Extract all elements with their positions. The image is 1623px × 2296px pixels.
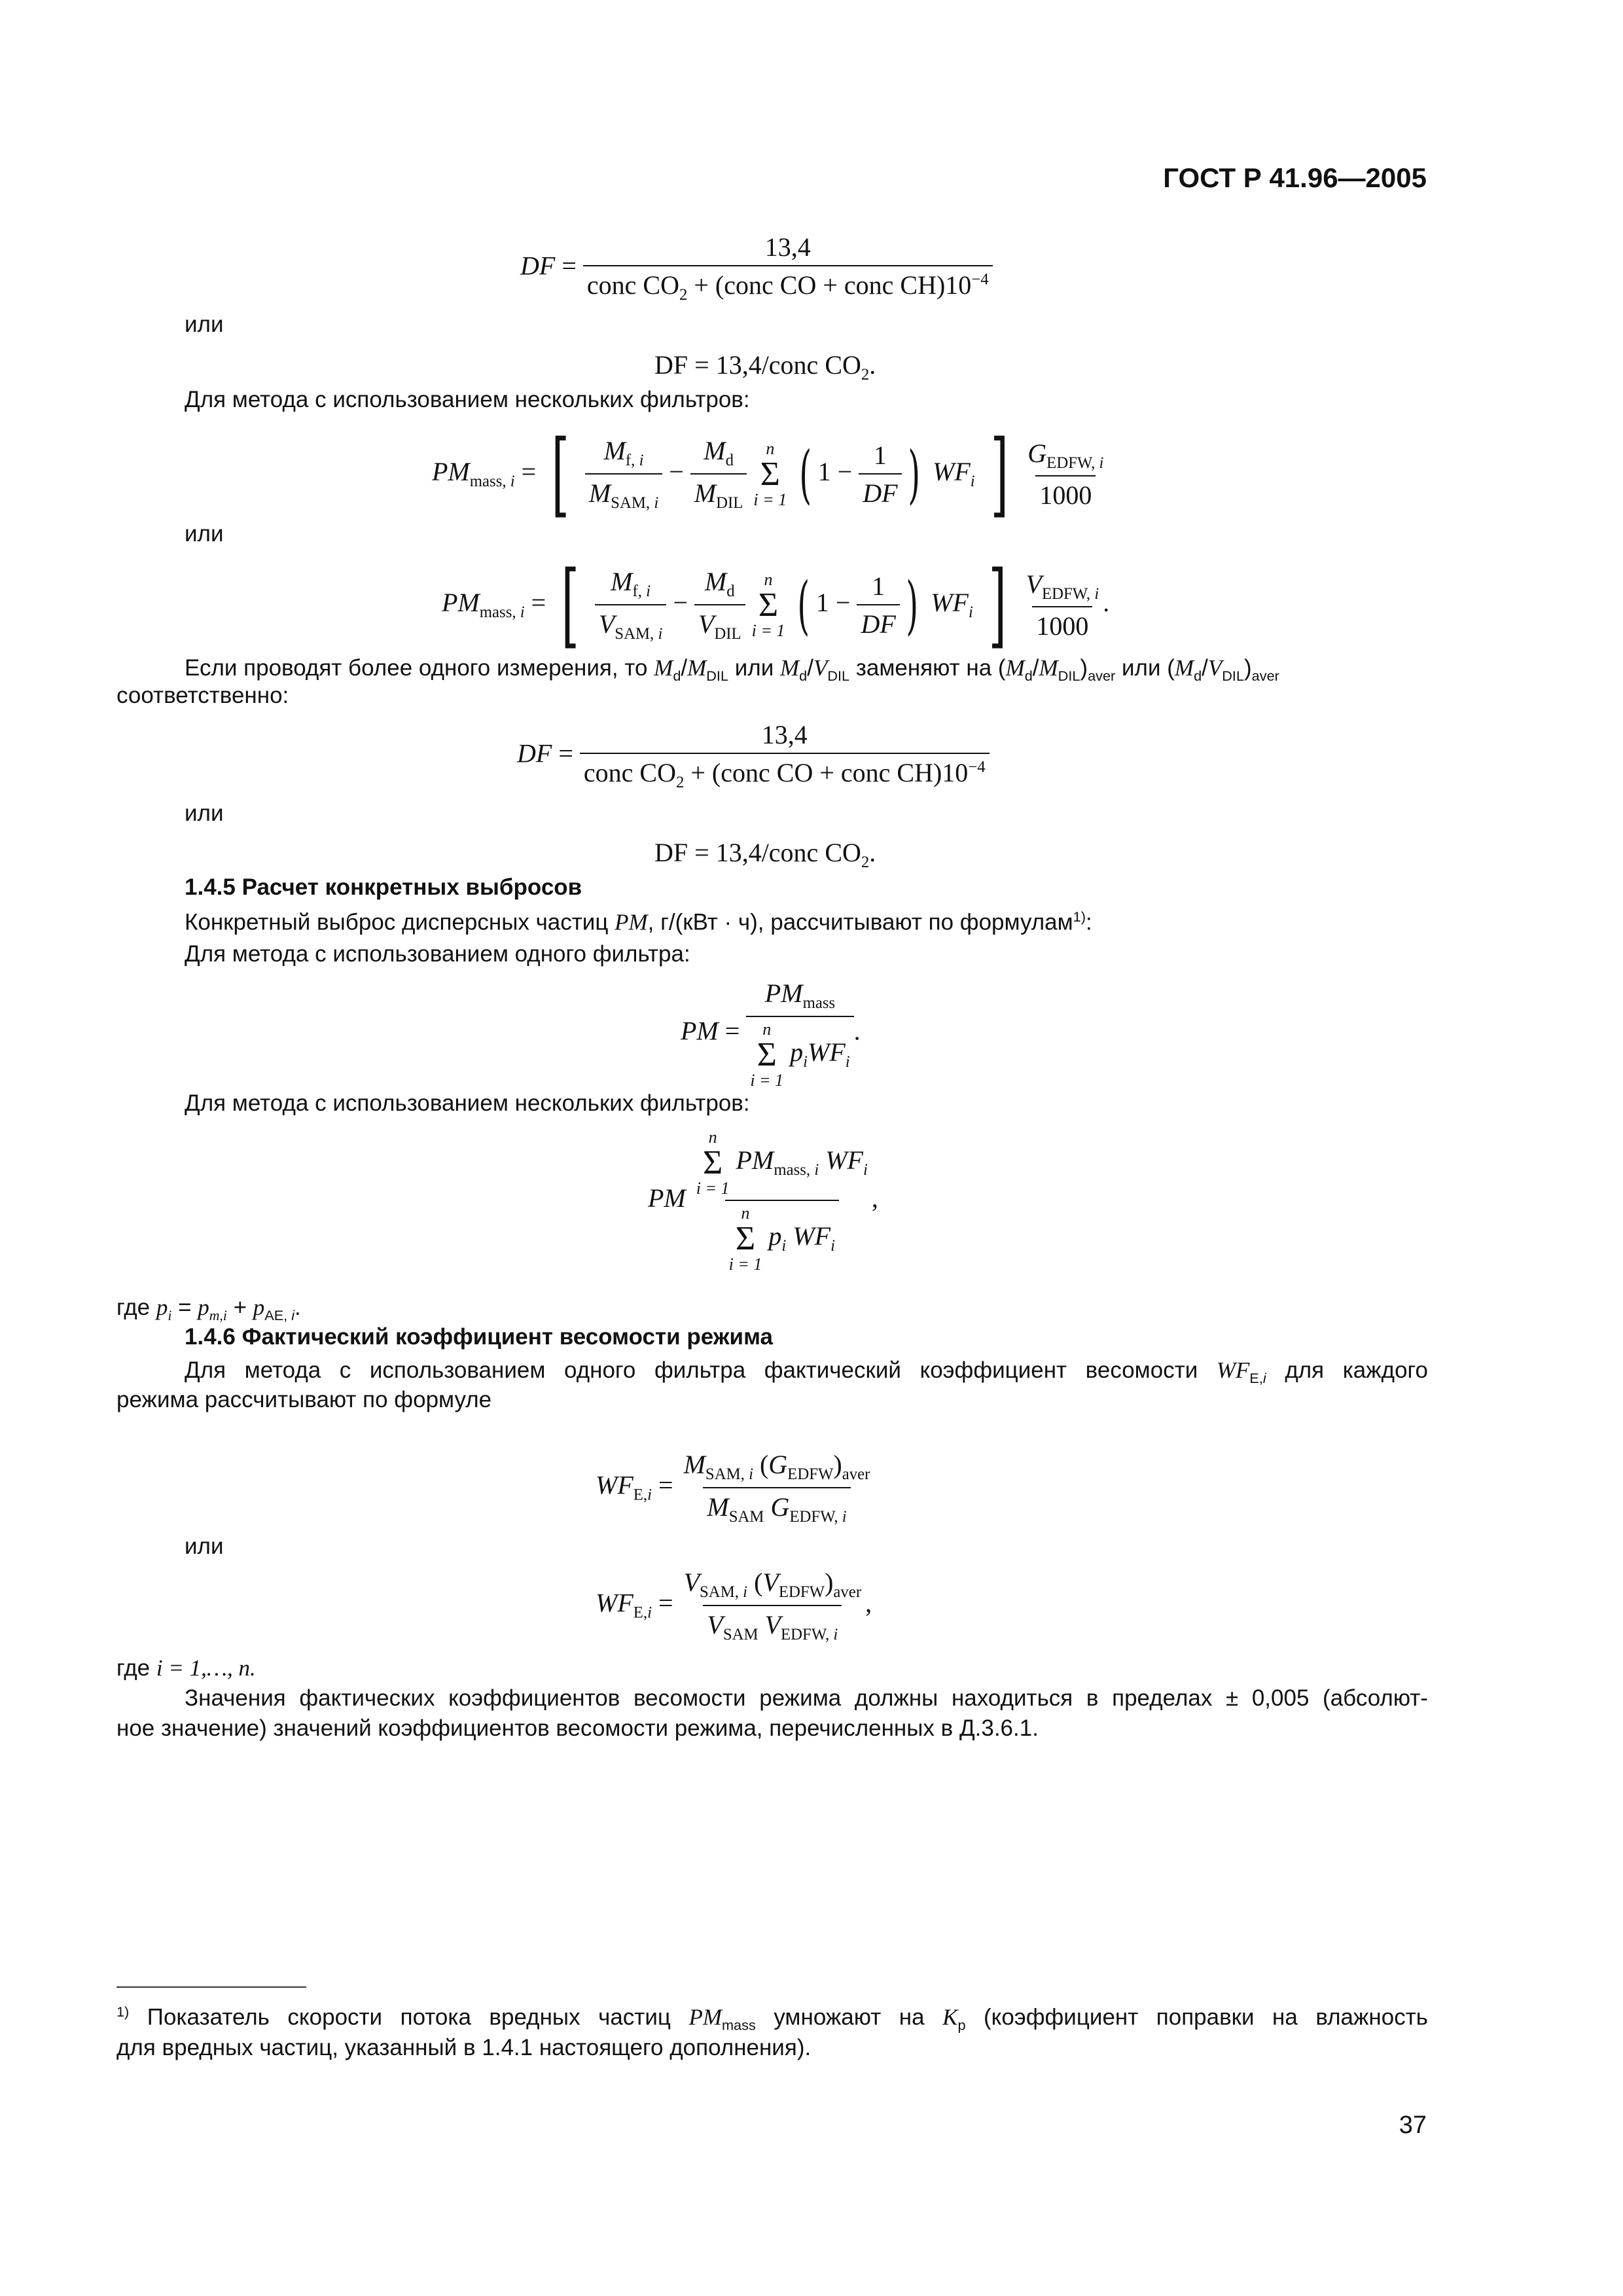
formula-df-simple-2: DF = 13,4/conc $CO_2$. xyxy=(654,838,876,871)
single-filter-intro: Для метода с использованием одного фильтра: xyxy=(185,941,690,967)
formula-df-2: DF = $\frac{13,4}{conc CO_2 + (conc CO + conc CH)10^{-4}}$ xyxy=(517,720,990,793)
values-paragraph-2: ное значение) значений коэффициентов весомости режима, перечисленных в Д.3.6.1. xyxy=(116,1715,1039,1741)
if-more-paragraph: Если проводят более одного измерения, то $M_d/M_{DIL}$ или $M_d/V_{DIL}$ заменяют на $(M_d/M_{DIL})_{aver}$ или $(M_d/V_{DIL})_{aver}$ xyxy=(185,655,1279,684)
formula-wf-v: $WF_{E,i}$ = $\frac{V_{SAM, i} (V_{EDFW})_{aver}}{V_{SAM} V_{EDFW, i}}$ , xyxy=(596,1568,872,1643)
multi-filter-intro: Для метода с использованием нескольких фильтров: xyxy=(185,387,750,412)
document-id: ГОСТ Р 41.96—2005 xyxy=(1163,162,1427,193)
footnote-line-1: $^{1)}$ Показатель скорости потока вредных частиц $PM_{mass}$ умножают на $K_p$ (коэффициент поправки на влажность xyxy=(116,2003,1428,2034)
formula-wf-g: $WF_{E,i}$ = $\frac{M_{SAM, i} (G_{EDFW})_{aver}}{M_{SAM} G_{EDFW, i}}$ xyxy=(596,1450,870,1526)
formula-pm-single: PM = $PM_{mass}$ n Σ i = 1 $p_iWF_i$ . xyxy=(681,978,861,1090)
or-text-3: или xyxy=(185,800,224,826)
s146-paragraph-1: Для метода с использованием одного фильтра фактический коэффициент весомости $WF_{E,i}$ для каждого xyxy=(185,1357,1429,1386)
formula-df-simple-1: DF = 13,4/conc $CO_2$. xyxy=(654,350,876,384)
values-paragraph-1: Значения фактических коэффициентов весомости режима должны находиться в пределах ± 0,005 (абсолют- xyxy=(185,1685,1428,1711)
or-text-4: или xyxy=(185,1534,224,1559)
formula-pm-mass-g: $PM_{mass, i}$ = [ $\frac{M_{f, i}}{M_{SAM, i}}$ − $\frac{M_d}{M_{DIL}}$ n Σ i = 1 ( 1 − $\frac{1}{DF}$ ) $WF_i$ ] $\frac{G_{EDFW, i}}{1000}$ xyxy=(432,421,1104,528)
page-number: 37 xyxy=(1399,2111,1427,2139)
formula-df-1: DF = $\frac{13,4}{conc CO_2 + (conc CO + conc CH)10^{-4}}$ xyxy=(520,232,993,305)
footnote-line-2: для вредных частиц, указанный в 1.4.1 настоящего дополнения). xyxy=(116,2035,812,2060)
where-pi: где $p_i = p_{m,i} + p_{AE, i}$. xyxy=(116,1295,301,1323)
s146-paragraph-2: режима рассчитывают по формуле xyxy=(116,1387,492,1412)
or-text: или xyxy=(185,312,224,337)
section-145-title: 1.4.5 Расчет конкретных выбросов xyxy=(185,874,582,900)
if-more-paragraph-2: соответственно: xyxy=(116,683,289,708)
formula-pm-multi: PM n Σ i = 1 $PM_{mass, i}$ $WF_i$ n Σ i = 1 $p_i$ $WF_i$ , xyxy=(648,1128,878,1274)
where-i: где i = 1,…, n. xyxy=(116,1655,256,1681)
footnote-divider xyxy=(116,1986,306,1988)
multi-filter-intro-2: Для метода с использованием нескольких фильтров: xyxy=(185,1090,750,1116)
section-146-title: 1.4.6 Фактический коэффициент весомости режима xyxy=(185,1324,773,1350)
s145-paragraph: Конкретный выброс дисперсных частиц PM, г/(кВт · ч), рассчитывают по формулам$^{1)}$: xyxy=(185,908,1092,935)
formula-pm-mass-v: $PM_{mass, i}$ = [ $\frac{M_{f, i}}{V_{SAM, i}}$ − $\frac{M_d}{V_{DIL}}$ n Σ i = 1 ( 1 − $\frac{1}{DF}$ ) $WF_i$ ] $\frac{V_{EDFW, i}}{1000}$ . xyxy=(442,552,1110,658)
or-text-2: или xyxy=(185,521,224,547)
